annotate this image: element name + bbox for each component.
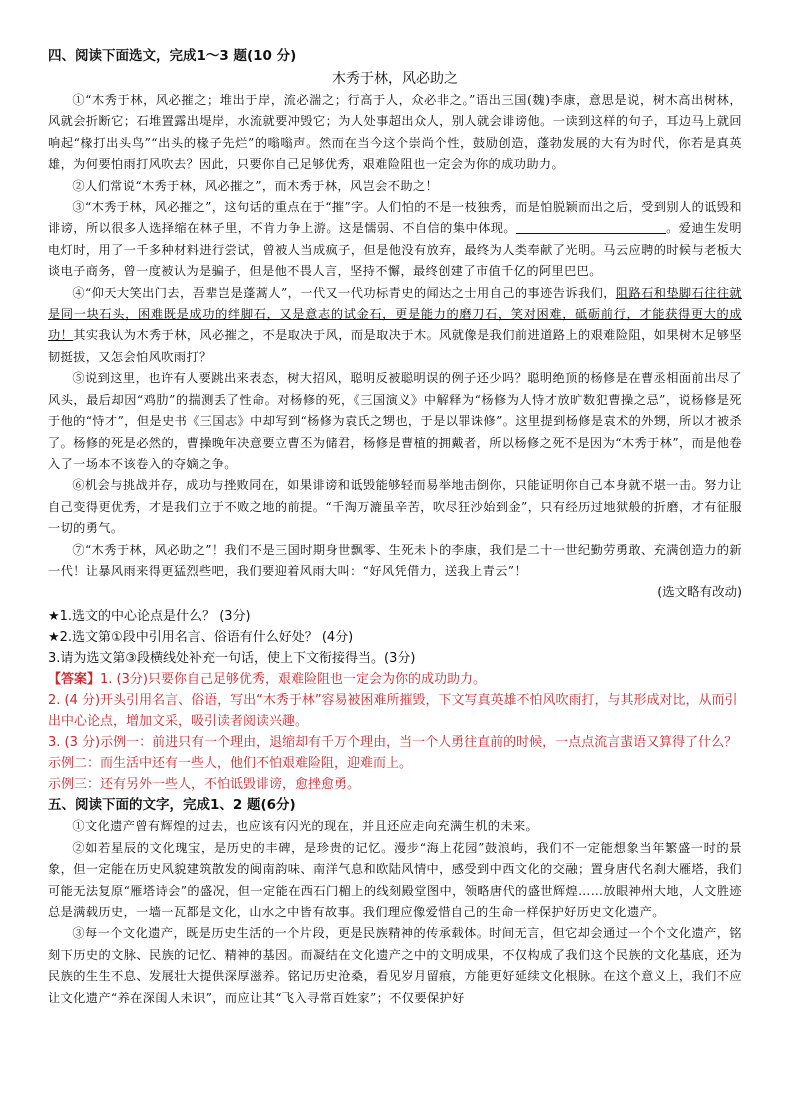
section4-heading: 四、阅读下面选文，完成1～3 题(10 分) [48, 48, 297, 64]
paragraph-4-b: 其实我认为木秀于林，风必摧之，不是取决于风，而是取决于木。风就像是我们前进道路上的艰难险阻，如果树木足够坚韧挺拔，又怎会怕风吹雨打？ [48, 328, 742, 364]
paragraph-4-underlined: 阻路石和垫脚石往往就是同一块石头，困难既是成功的绊脚石，又是意志的试金石，更是能力的磨刀石，笑对困难，砥砺前行，才能获得更大的成功！ [48, 285, 743, 343]
s5-paragraph-1: ①文化遗产曾有辉煌的过去，也应该有闪光的现在，并且还应走向充满生机的未来。 [72, 819, 539, 834]
question-3: 3.请为选文第③段横线处补充一句话，使上下文衔接得当。(3分) [48, 651, 416, 667]
paragraph-1: ①“木秀于林，风必摧之；堆出于岸，流必湍之；行高于人，众必非之。”语出三国(魏)李康，意思是说，树木高出树林，风就会折断它；石堆置露出堤岸，水流就要冲毁它；为人处事超出众人，别人就会诽谤他。一读到这样的句子，耳边马上就回响起“椽打出头鸟”“出头的椽子先烂”的嗡嗡声。然而在当今这个崇尚个性，鼓励创造，蓬勃发展的大有为时代，你若是真英雄，为何要怕雨打风吹去？因此，只要你自己足够优秀，艰难险阻也一定会为你的成功助力。 [48, 93, 742, 172]
paragraph-3-before: ③“木秀于林，风必摧之”，这句话的重点在于“摧”字。人们怕的不是一枝独秀，而是怕脱颖而出之后，受到别人的诋毁和诽谤，所以很多人选择缩在林子里，不肯力争上游。这是懦弱、不自信的集中体现。 [48, 200, 742, 236]
example-2: 示例二：而生活中还有一些人，他们不怕艰难险阻，迎难而上。 [48, 756, 413, 772]
s5-paragraph-2: ②如若星辰的文化瑰宝，是历史的丰碑，是珍贵的记忆。漫步“海上花园”鼓浪屿，我们不一定能想象当年繁盛一时的景象，但一定能在历史风貌建筑散发的闽南韵味、南洋气息和欧陆风情中，感受到中西文化的交融；置身唐代名刹大雁塔，我们可能无法复原“雁塔诗会”的盛况，但一定能在西石门楣上的线刻殿堂图中，领略唐代的盛世辉煌……放眼神州大地，人文胜迹总是满载历史，一墙一瓦都是文化，山水之中皆有故事。我们理应像爱惜自己的生命一样保护好历史文化遗产。 [48, 840, 742, 919]
paragraph-4 [48, 283, 742, 369]
paragraph-4-a: ④“仰天大笑出门去，吾辈岂是蓬蒿人”，一代又一代功标青史的闻达之士用自己的事迹告诉我们， [72, 285, 616, 300]
answer-2: 2. (4 分)开头引用名言、俗语，写出“木秀于林”容易被困难所摧毁，下文写真英雄不怕风吹雨打，与其形成对比，从而引出中心论点，增加文采，吸引读者阅读兴趣。 [48, 693, 738, 730]
paragraph-2: ②人们常说“木秀于林，风必摧之”，而木秀于林，风岂会不助之！ [72, 178, 439, 193]
paragraph-5: ⑤说到这里，也许有人要跳出来表态，树大招风，聪明反被聪明误的例子还少吗？聪明绝顶的杨修是在曹丞相面前出尽了风头，最后却因“鸡肋”的揣测丢了性命。对杨修的死，《三国演义》中解释为“杨修为人恃才放旷数犯曹操之忌”，说杨修是死于他的“恃才”，但是史书《三国志》中却写到“杨修为袁氏之甥也，于是以罪诛修”。这里提到杨修是袁术的外甥，所以才被杀了。杨修的死是必然的，曹操晚年决意要立曹丕为储君，杨修是曹植的拥戴者，所以杨修之死不是因为“木秀于林”，而是他卷入了一场本不该卷入的夺嫡之争。 [48, 371, 742, 471]
answer-1-text: 1. (3分)只要你自己足够优秀，艰难险阻也一定会为你的成功助力。 [100, 672, 486, 688]
article-title: 木秀于林，风必助之 [332, 71, 458, 87]
paragraph-6: ⑥机会与挑战并存，成功与挫败同在，如果诽谤和诋毁能够轻而易举地击倒你，只能证明你自己本身就不堪一击。努力让自己变得更优秀，才是我们立于不败之地的前提。“千淘万漉虽辛苦，吹尽狂沙始到金”，只有经历过地狱般的折磨，才有征服一切的勇气。 [48, 478, 742, 536]
question-1: ★1.选文的中心论点是什么？ (3分) [48, 609, 251, 625]
question-2: ★2.选文第①段中引用名言、俗语有什么好处？ (4分) [48, 630, 354, 646]
section5-heading: 五、阅读下面的文字，完成1、2 题(6分) [48, 797, 296, 814]
example-3: 示例三：还有另外一些人，不怕诋毁诽谤，愈挫愈勇。 [48, 777, 361, 793]
paragraph-7: ⑦“木秀于林，风必助之”！我们不是三国时期身世飘零、生死未卜的李康，我们是二十一世纪勤劳勇敢、充满创造力的新一代！让暴风雨来得更猛烈些吧，我们要迎着风雨大叫：“好风凭借力，送我上青云”！ [48, 542, 742, 578]
document-page [48, 46, 742, 1009]
paragraph-3-after: 。爱迪生发明电灯时，用了一千多种材料进行尝试，曾被人当成疯子，但是他没有放弃，最终为人类奉献了光明。马云应聘的时候与老板大谈电子商务，曾一度被认为是骗子，但是他不畏人言，坚持不懈，最终创建了市值千亿的阿里巴巴。 [48, 221, 742, 279]
answer-1 [48, 669, 742, 690]
answer-3: 3. (3 分)示例一：前进只有一个理由，退缩却有千万个理由，当一个人勇往直前的时候，一点点流言蜚语又算得了什么？ [48, 735, 738, 751]
s5-paragraph-3: ③每一个文化遗产，既是历史生活的一个片段，更是民族精神的传承载体。时间无言，但它却会通过一个个文化遗产，铭刻下历史的文脉、民族的记忆、精神的基因。而凝结在文化遗产之中的文明成果，不仅构成了我们这个民族的文化基底，还为民族的生生不息、发展壮大提供深厚滋养。铭记历史沧桑，看见岁月留痕，方能更好延续文化根脉。在这个意义上，我们不应让文化遗产“养在深闺人未识”，而应让其“飞入寻常百姓家”；不仅要保护好 [48, 926, 742, 1005]
answer-blank[interactable] [516, 219, 666, 234]
paragraph-3 [48, 197, 742, 283]
source-note: (选文略有改动) [657, 584, 742, 600]
answer-label: 【答案】 [48, 672, 101, 688]
